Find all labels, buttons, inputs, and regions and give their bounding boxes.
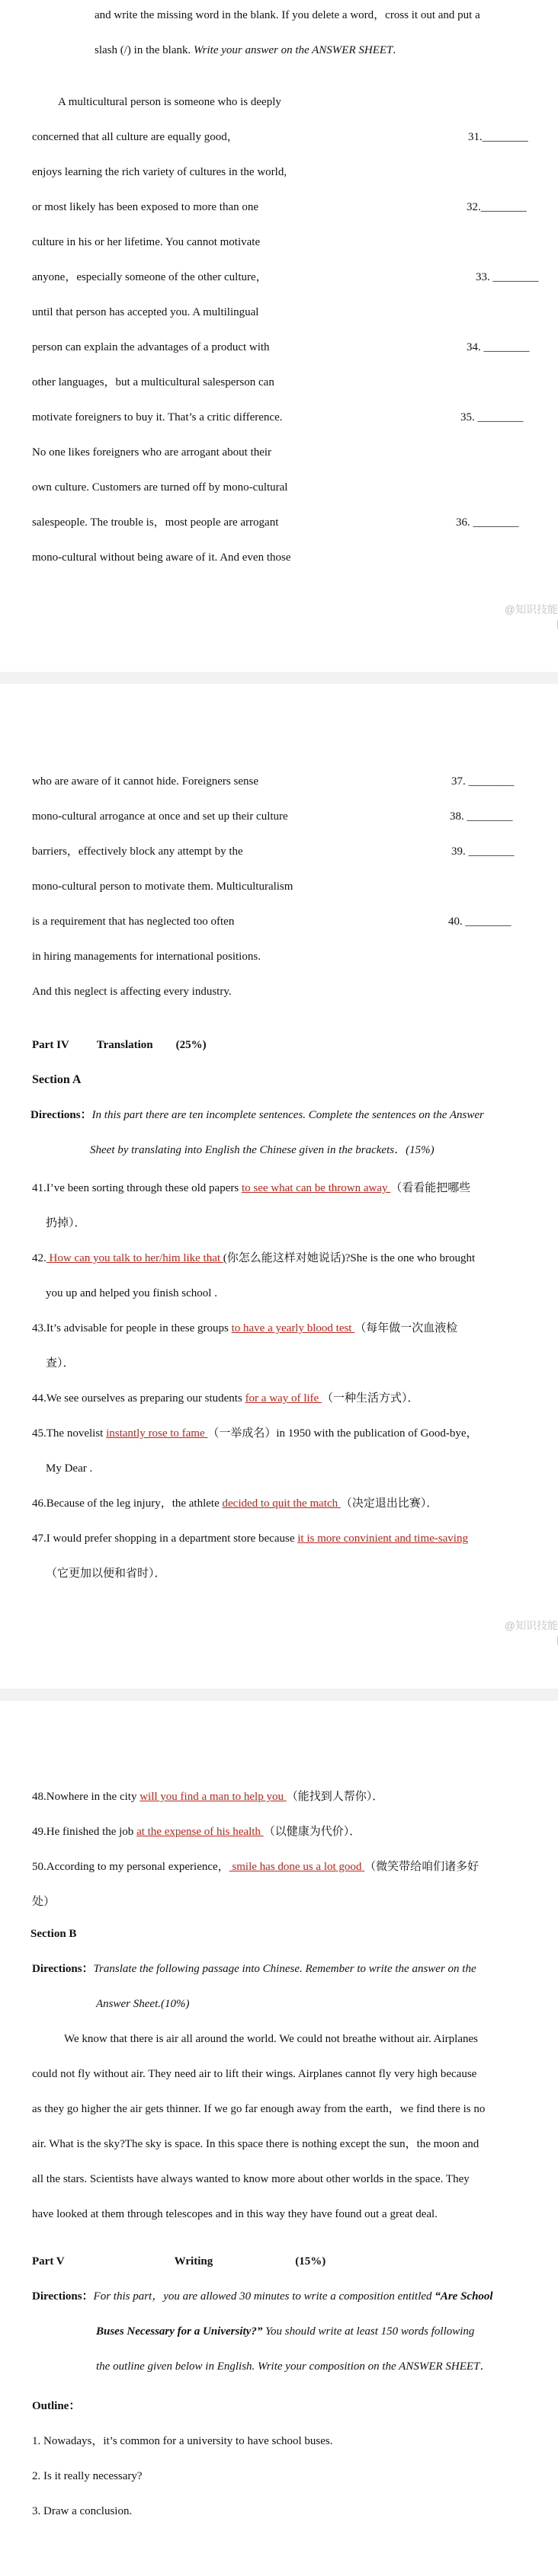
passage-line: concerned that all culture are equally good， xyxy=(32,131,239,143)
directions-a-line-2: Sheet by translating into English the Chinese given in the brackets．(15%) xyxy=(90,1144,435,1156)
watermark: @知识技能 xyxy=(504,603,558,615)
question-42: 42. How can you talk to her/him like that (你怎么能这样对她说话)?She is the one who brought xyxy=(32,1252,476,1264)
answer-blank-31: 31.________ xyxy=(468,131,528,143)
answer-blank-37: 37. ________ xyxy=(451,775,515,788)
passage-line: No one likes foreigners who are arrogant about their xyxy=(32,446,272,459)
answer-blank-32: 32.________ xyxy=(467,201,527,213)
question-45-cont: My Dear . xyxy=(46,1462,93,1475)
passage-line: have looked at them through telescopes and in this way they have found out a great deal. xyxy=(32,2208,438,2220)
answer-45: instantly rose to fame xyxy=(106,1427,208,1440)
passage-line: mono-cultural without being aware of it. And even those xyxy=(32,551,291,564)
answer-blank-39: 39. ________ xyxy=(451,845,515,858)
section-a-heading: Section A xyxy=(32,1073,82,1086)
section-b-heading: Section B xyxy=(30,1928,77,1940)
question-45: 45.The novelist instantly rose to fame （一举成名）in 1950 with the publication of Good-bye， xyxy=(32,1427,478,1440)
answer-48: will you find a man to help you xyxy=(140,1791,287,1803)
outline-item: 1. Nowadays，it’s common for a university to have school buses. xyxy=(32,2435,333,2447)
passage-line: salespeople. The trouble is，most people are arrogant xyxy=(32,516,279,529)
answer-50: smile has done us a lot good xyxy=(229,1861,365,1873)
instruction-line-1: and write the missing word in the blank. If you delete a word，cross it out and put a xyxy=(95,9,480,21)
outline-item: 3. Draw a conclusion. xyxy=(32,2505,133,2517)
directions-b-line-1: Directions：Translate the following passage into Chinese. Remember to write the answer on the xyxy=(32,1963,476,1975)
passage-line: person can explain the advantages of a product with xyxy=(32,341,270,353)
watermark-mark xyxy=(554,1636,558,1645)
question-42-cont: you up and helped you finish school . xyxy=(46,1287,217,1299)
answer-blank-38: 38. ________ xyxy=(450,810,513,823)
question-43: 43.It’s advisable for people in these groups to have a yearly blood test （每年做一次血液检 xyxy=(32,1322,458,1334)
question-44: 44.We see ourselves as preparing our students for a way of life （一种生活方式）． xyxy=(32,1392,419,1405)
answer-blank-33: 33. ________ xyxy=(476,271,539,283)
answer-42: How can you talk to her/him like that xyxy=(46,1252,223,1264)
question-47: 47.I would prefer shopping in a department store because it is more convinient and time-saving xyxy=(32,1532,468,1545)
passage-line: as they go higher the air gets thinner. If we go far enough away from the earth，we find there is no xyxy=(32,2103,486,2115)
page-1 xyxy=(0,0,558,672)
passage-line: anyone，especially someone of the other culture， xyxy=(32,271,268,283)
passage-line: who are aware of it cannot hide. Foreigners sense xyxy=(32,775,258,788)
answer-blank-40: 40. ________ xyxy=(448,916,512,928)
passage-line: air. What is the sky?The sky is space. In this space there is nothing except the sun，the moon and xyxy=(32,2138,479,2150)
answer-blank-34: 34. ________ xyxy=(467,341,530,353)
question-46: 46.Because of the leg injury，the athlete decided to quit the match （决定退出比赛）． xyxy=(32,1497,438,1510)
part-v-title: Part V Writing (15%) xyxy=(32,2255,326,2268)
passage-line: mono-cultural person to motivate them. Multiculturalism xyxy=(32,881,293,893)
outline-label: Outline： xyxy=(32,2400,81,2412)
directions-c-line-2: Buses Necessary for a University?” You should write at least 150 words following xyxy=(96,2325,475,2338)
passage-line: barriers，effectively block any attempt by the xyxy=(32,845,243,858)
watermark-mark xyxy=(554,620,558,629)
passage-line: And this neglect is affecting every industry. xyxy=(32,986,232,998)
answer-43: to have a yearly blood test xyxy=(231,1322,355,1334)
passage-line: other languages，but a multicultural salesperson can xyxy=(32,376,274,388)
answer-blank-36: 36. ________ xyxy=(456,516,519,529)
question-50: 50.According to my personal experience， smile has done us a lot good （微笑带给咱们诸多好 xyxy=(32,1861,479,1873)
passage-line: all the stars. Scientists have always wanted to know more about other worlds in the space. They xyxy=(32,2173,470,2185)
passage-line: in hiring managements for international positions. xyxy=(32,951,261,963)
question-48: 48.Nowhere in the city will you find a man to help you （能找到人帮你）． xyxy=(32,1791,384,1803)
passage-line: mono-cultural arrogance at once and set up their culture xyxy=(32,810,288,823)
question-41: 41.I’ve been sorting through these old papers to see what can be thrown away （看看能把哪些 xyxy=(32,1182,471,1194)
answer-44: for a way of life xyxy=(245,1392,322,1405)
directions-b-line-2: Answer Sheet.(10%) xyxy=(96,1998,190,2010)
answer-49: at the expense of his health xyxy=(136,1826,264,1838)
question-49: 49.He finished the job at the expense of his health （以健康为代价）． xyxy=(32,1826,361,1838)
part-iv-title: Part IV Translation (25%) xyxy=(32,1039,207,1051)
passage-line: culture in his or her lifetime. You cannot motivate xyxy=(32,236,261,248)
answer-46: decided to quit the match xyxy=(222,1497,341,1510)
question-50-cont: 处） xyxy=(32,1896,56,1908)
page-2 xyxy=(0,684,558,1689)
watermark: @知识技能 xyxy=(504,1619,558,1632)
passage-line: We know that there is air all around the world. We could not breathe without air. Airplanes xyxy=(64,2033,478,2045)
question-41-cont: 扔掉）． xyxy=(46,1217,86,1229)
passage-line: A multicultural person is someone who is deeply xyxy=(58,96,281,108)
page-3 xyxy=(0,1701,558,2576)
answer-47: it is more convinient and time-saving xyxy=(297,1532,468,1545)
passage-line: enjoys learning the rich variety of cultures in the world, xyxy=(32,166,287,178)
answer-blank-35: 35. ________ xyxy=(460,411,524,423)
passage-line: is a requirement that has neglected too often xyxy=(32,916,235,928)
directions-a-line-1: Directions：In this part there are ten incomplete sentences. Complete the sentences on the Answer xyxy=(30,1109,484,1121)
passage-line: or most likely has been exposed to more than one xyxy=(32,201,259,213)
directions-c-line-3: the outline given below in English. Write your composition on the ANSWER SHEET． xyxy=(96,2360,492,2373)
answer-41: to see what can be thrown away xyxy=(241,1182,391,1194)
instruction-line-2: slash (/) in the blank. Write your answer on the ANSWER SHEET. xyxy=(95,44,396,56)
question-47-cont: （它更加以便和省时）． xyxy=(46,1568,166,1580)
passage-line: until that person has accepted you. A multilingual xyxy=(32,306,259,318)
passage-line: could not fly without air. They need air to lift their wings. Airplanes cannot fly very high because xyxy=(32,2068,477,2080)
outline-item: 2. Is it really necessary? xyxy=(32,2470,143,2482)
passage-line: own culture. Customers are turned off by mono-cultural xyxy=(32,481,288,494)
directions-c-line-1: Directions：For this part，you are allowed 30 minutes to write a composition entitled “Are School xyxy=(32,2290,493,2303)
question-43-cont: 查）． xyxy=(46,1357,75,1369)
passage-line: motivate foreigners to buy it. That’s a critic difference. xyxy=(32,411,283,423)
